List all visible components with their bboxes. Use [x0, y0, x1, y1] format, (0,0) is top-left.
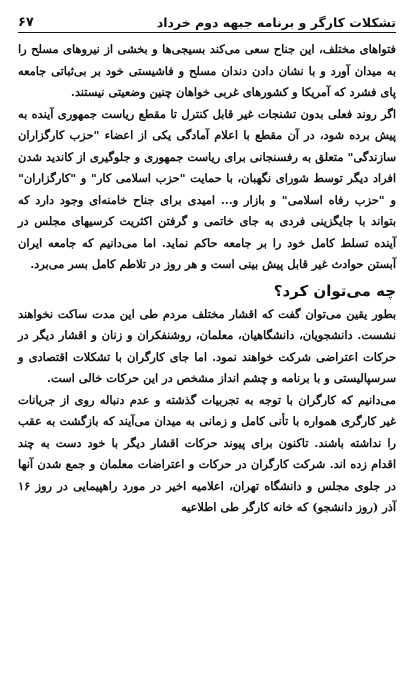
paragraph-section-2: می‌دانیم که کارگران با توجه به تجربیات گذشته و عدم دنباله روی از جریانات غیر کارگری همواره با تأنی کامل و زمانی به میدان می‌آیند که بازگشت به عقب را نداشته باشند. تاکنون برای پیوند حرکات اقشار دیگر با خود دست به چند اقدام زده اند. شرکت کارگران در حرکات و اعتراضات معلمان و جمع شدن آنها در جلوی مجلس و دانشگاه تهران، اعلامیه اخیر در مورد راهپیمایی در روز ۱۶ آذر (روز دانشجو) که خانه کارگر طی اطلاعیه: [18, 392, 396, 514]
book-page: [18, 8, 396, 680]
paragraph-intro: فتواهای مختلف، این جناح سعی می‌کند بسیجی‌ها و بخشی از نیروهای مسلح را به میدان آورد و با نشان دادن دندان مسلح و فاشیستی خود بر بی‌ثباتی جامعه پای فشرد که آمریکا و کشورهای غربی خواهان چنین وضعیتی نیستند.: [18, 42, 396, 99]
paragraph-outlook: اگر روند فعلی بدون تشنجات غیر قابل کنترل تا مقطع ریاست جمهوری آینده به پیش برده شود، در آن مقطع با اعلام آمادگی یکی از اعضاء "حزب کارگزاران سازندگی" متعلق به رفسنجانی برای ریاست جمهوری و جلوگیری از کاندید شدن افراد دیگر توسط شورای نگهبان، با حمایت "حزب اسلامی کار" و "کارگزاران" و "حزب رفاه اسلامی" و بازار و... امیدی برای جناح خامنه‌ای وجود دارد که بتواند با جایگزینی فردی به جای خاتمی و گرفتن اکثریت کرسیهای مجلس در آینده تسلط کامل خود را بر جامعه حاکم نماید. اما می‌دانیم که جامعه ایران آبستن حوادث غیر قابل پیش بینی است و هر روز در تلاطم کامل بسر می‌برد.: [18, 106, 396, 271]
page-header: [18, 8, 396, 33]
page-number: ۶۷: [18, 15, 34, 30]
page-body: [18, 39, 396, 519]
running-title: تشکلات کارگر و برنامه جبهه دوم خرداد: [156, 15, 396, 30]
paragraph-section-1: بطور یقین می‌توان گفت که اقشار مختلف مردم طی این مدت ساکت نخواهند نشست. دانشجویان، دانشگاهیان، معلمان، روشنفکران و زنان و اقشار دیگر در حرکات اعتراضی شرکت خواهند نمود. اما جای کارگران با تشکلات اقتصادی و سرسپالیستی و با برنامه و چشم انداز مشخص در این حرکات خالی است.: [18, 306, 396, 385]
section-heading: چه می‌توان کرد؟: [273, 281, 396, 300]
